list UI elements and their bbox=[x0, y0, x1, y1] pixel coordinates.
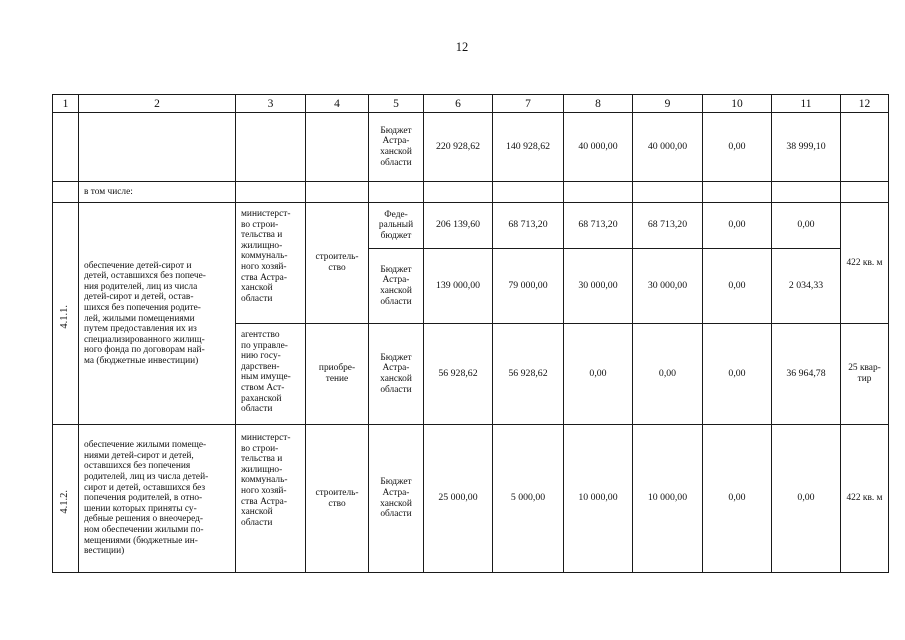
item-411-source-regional: Бюджет Астра- ханской области bbox=[369, 249, 424, 324]
item-411-number-cell bbox=[53, 203, 79, 425]
total-executor-cell bbox=[236, 113, 306, 182]
item-411-regional-c10: 0,00 bbox=[703, 249, 772, 324]
item-411-regional-c6: 139 000,00 bbox=[424, 249, 493, 324]
header-col-2: 2 bbox=[79, 95, 236, 113]
item-412-c10: 0,00 bbox=[703, 425, 772, 573]
including-number-cell bbox=[53, 182, 79, 203]
total-row bbox=[53, 113, 889, 182]
total-source-cell: Бюджет Астра- ханской области bbox=[369, 113, 424, 182]
item-411-regional-c11: 2 034,33 bbox=[772, 249, 841, 324]
item-411-acquisition-c10: 0,00 bbox=[703, 324, 772, 425]
including-empty-cell bbox=[369, 182, 424, 203]
header-col-1: 1 bbox=[53, 95, 79, 113]
item-412-executor: министерст- во строи- тельства и жилищно- коммуналь- ного хозяй- ства Астра- ханской области bbox=[236, 425, 306, 573]
item-411-regional-c7: 79 000,00 bbox=[493, 249, 564, 324]
page-number: 12 bbox=[455, 40, 469, 54]
header-col-4: 4 bbox=[306, 95, 369, 113]
item-412-c7: 5 000,00 bbox=[493, 425, 564, 573]
header-row bbox=[53, 95, 889, 113]
item-412-source: Бюджет Астра- ханской области bbox=[369, 425, 424, 573]
header-col-7: 7 bbox=[493, 95, 564, 113]
item-411-source-acquisition: Бюджет Астра- ханской области bbox=[369, 324, 424, 425]
total-c6-cell: 220 928,62 bbox=[424, 113, 493, 182]
item-411-acquisition-c9: 0,00 bbox=[633, 324, 703, 425]
item-411-type-acquisition: приобре- тение bbox=[306, 324, 369, 425]
header-col-6: 6 bbox=[424, 95, 493, 113]
including-empty-cell bbox=[236, 182, 306, 203]
total-description-cell bbox=[79, 113, 236, 182]
item-411-acquisition-c6: 56 928,62 bbox=[424, 324, 493, 425]
item-412-c6: 25 000,00 bbox=[424, 425, 493, 573]
budget-table bbox=[52, 94, 889, 573]
item-411-federal-c11: 0,00 bbox=[772, 203, 841, 249]
header-col-12: 12 bbox=[841, 95, 889, 113]
item-412-number-cell bbox=[53, 425, 79, 573]
item-411-result-construction: 422 кв. м bbox=[841, 203, 889, 324]
header-col-10: 10 bbox=[703, 95, 772, 113]
item-411-executor-agency: агентство по управле- нию госу- дарствен- ным имуще- ством Аст- раханской области bbox=[236, 324, 306, 425]
item-411-regional-c8: 30 000,00 bbox=[564, 249, 633, 324]
total-result-cell bbox=[841, 113, 889, 182]
item-411-acquisition-c8: 0,00 bbox=[564, 324, 633, 425]
item-411-executor-ministry: министерст- во строи- тельства и жилищно- коммуналь- ного хозяй- ства Астра- ханской области bbox=[236, 203, 306, 324]
item-411-federal-c10: 0,00 bbox=[703, 203, 772, 249]
header-col-3: 3 bbox=[236, 95, 306, 113]
item-412-row bbox=[53, 425, 889, 573]
total-c8-cell: 40 000,00 bbox=[564, 113, 633, 182]
item-412-result: 422 кв. м bbox=[841, 425, 889, 573]
header-col-8: 8 bbox=[564, 95, 633, 113]
item-411-source-federal: Феде- ральный бюджет bbox=[369, 203, 424, 249]
including-empty-cell bbox=[772, 182, 841, 203]
including-label: в том числе: bbox=[79, 182, 236, 203]
item-411-acquisition-c11: 36 964,78 bbox=[772, 324, 841, 425]
total-c10-cell: 0,00 bbox=[703, 113, 772, 182]
total-number-cell bbox=[53, 113, 79, 182]
item-411-row-federal bbox=[53, 203, 889, 249]
total-c11-cell: 38 999,10 bbox=[772, 113, 841, 182]
item-412-c9: 10 000,00 bbox=[633, 425, 703, 573]
item-412-type: строитель- ство bbox=[306, 425, 369, 573]
header-col-9: 9 bbox=[633, 95, 703, 113]
item-411-federal-c7: 68 713,20 bbox=[493, 203, 564, 249]
header-col-11: 11 bbox=[772, 95, 841, 113]
including-empty-cell bbox=[633, 182, 703, 203]
including-row bbox=[53, 182, 889, 203]
including-empty-cell bbox=[841, 182, 889, 203]
item-411-number: 4.1.1. bbox=[59, 305, 71, 329]
item-411-federal-c8: 68 713,20 bbox=[564, 203, 633, 249]
item-411-federal-c6: 206 139,60 bbox=[424, 203, 493, 249]
including-empty-cell bbox=[564, 182, 633, 203]
total-type-cell bbox=[306, 113, 369, 182]
including-empty-cell bbox=[424, 182, 493, 203]
item-412-description: обеспечение жилыми помеще- ниями детей-сирот и детей, оставшихся без попечения родителей, лиц из числа детей- сирот и детей, оставшихся без попечения родителей, в отно- шении которых приняты су- дебные решения о внеочеред- ном обеспечении жилыми по- мещениями (бюджетные ин- вестиции) bbox=[79, 425, 236, 573]
including-empty-cell bbox=[703, 182, 772, 203]
including-empty-cell bbox=[493, 182, 564, 203]
item-412-c11: 0,00 bbox=[772, 425, 841, 573]
total-c9-cell: 40 000,00 bbox=[633, 113, 703, 182]
item-411-result-acquisition: 25 квар- тир bbox=[841, 324, 889, 425]
total-c7-cell: 140 928,62 bbox=[493, 113, 564, 182]
item-412-number: 4.1.2. bbox=[59, 490, 71, 514]
item-411-description: обеспечение детей-сирот и детей, оставшихся без попече- ния родителей, лиц из числа детей-сирот и детей, остав- шихся без попечения родите- лей, жилыми помещениями путем предоставления их из специализированного жилищ- ного фонда по договорам най- ма (бюджетные инвестиции) bbox=[79, 203, 236, 425]
item-412-c8: 10 000,00 bbox=[564, 425, 633, 573]
header-col-5: 5 bbox=[369, 95, 424, 113]
item-411-type-construction: строитель- ство bbox=[306, 203, 369, 324]
item-411-acquisition-c7: 56 928,62 bbox=[493, 324, 564, 425]
item-411-regional-c9: 30 000,00 bbox=[633, 249, 703, 324]
including-empty-cell bbox=[306, 182, 369, 203]
item-411-federal-c9: 68 713,20 bbox=[633, 203, 703, 249]
